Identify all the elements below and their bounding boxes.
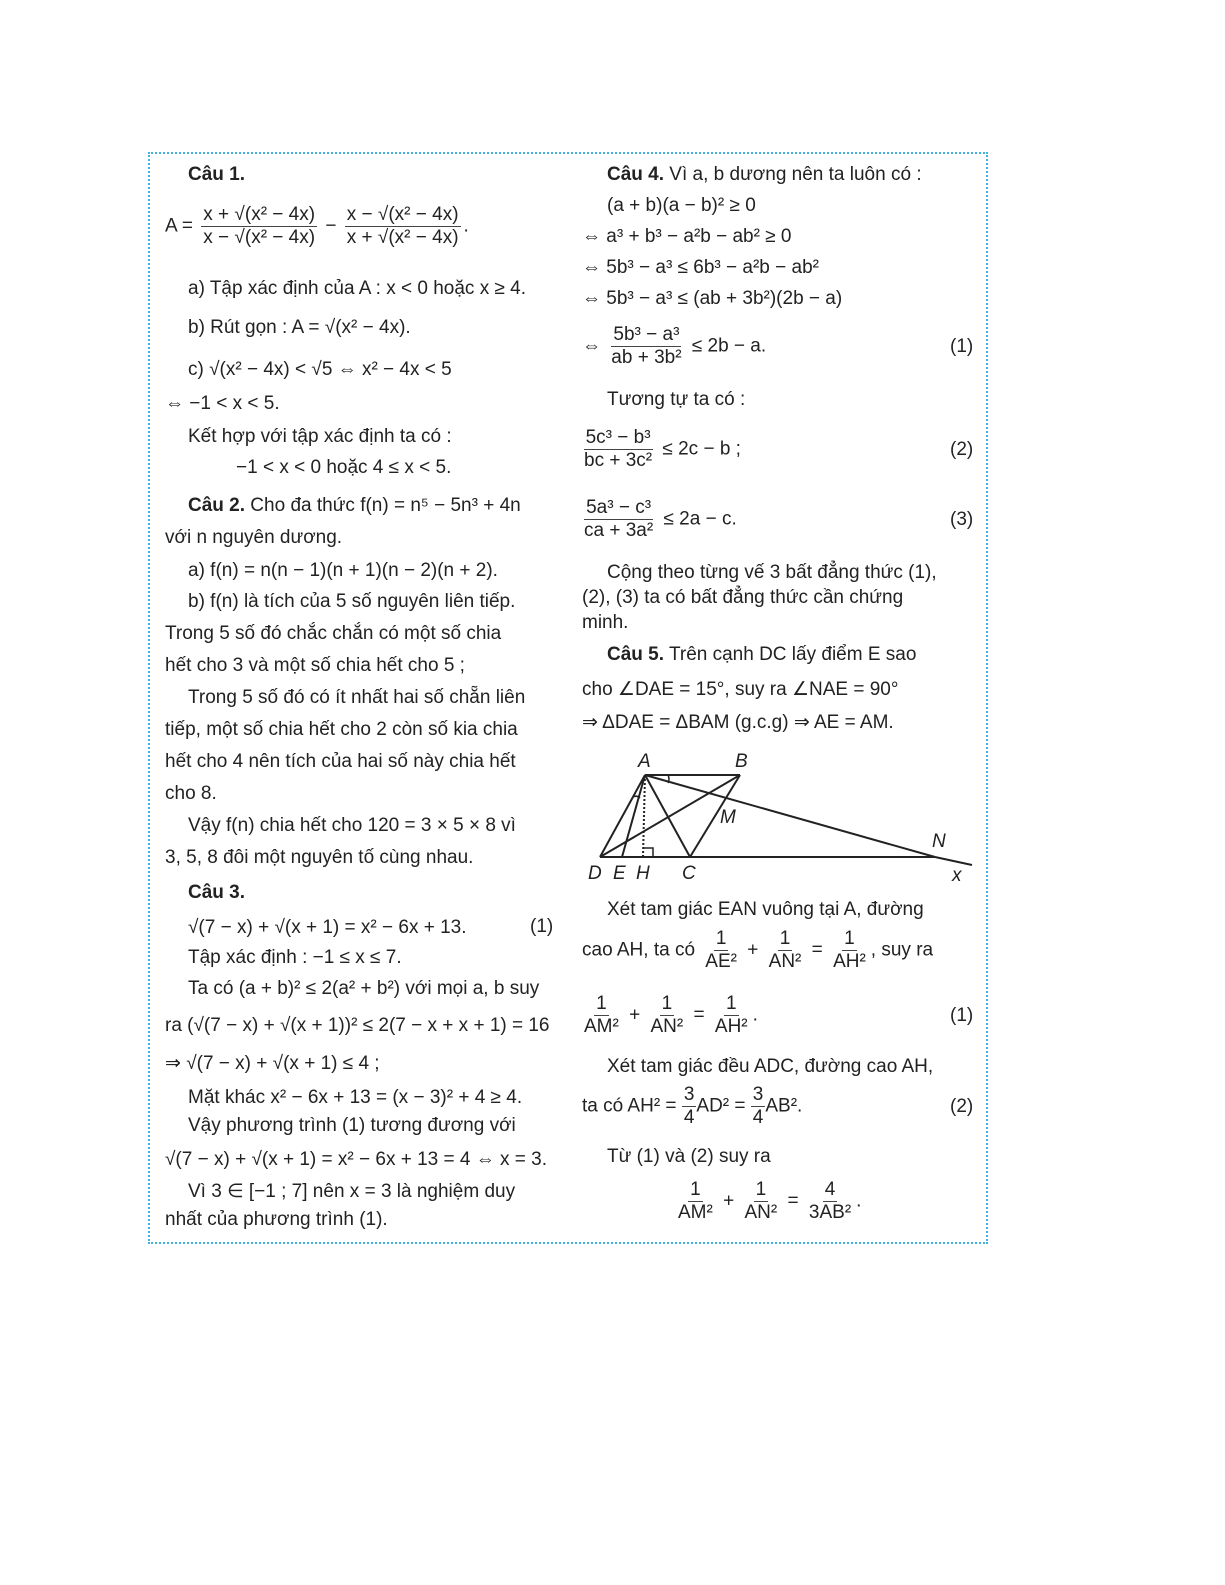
segment-AN [645,775,935,857]
text-line: ⇒ √(7 − x) + √(x + 1) ≤ 4 ; [165,1053,380,1074]
text-line: √(7 − x) + √(x + 1) = x² − 6x + 13 = 4 ⇔ x = 3. [165,1149,548,1170]
equation-number: (3) [950,509,974,530]
period: . [463,215,469,237]
q5-first-line [607,643,916,667]
denominator: AN² [744,1202,778,1223]
numerator: 1 [596,993,607,1014]
text-line: cho ∠DAE = 15°, suy ra ∠NAE = 90° [582,679,899,700]
text: Vì a, b dương nên ta luôn có : [664,164,922,185]
expr-lhs: A = [165,215,193,237]
numerator: 3 [683,1084,695,1105]
text: , suy ra [870,939,934,961]
text-line: √(7 − x) + √(x + 1) = x² − 6x + 13. [188,917,467,938]
q2-title: Câu 2. [188,495,246,516]
numerator: 1 [690,1179,701,1200]
text-line: (2), (3) ta có bất đẳng thức cần chứng [582,587,904,608]
fraction [649,993,686,1038]
segment-AC [645,775,690,857]
numerator: 5b³ − a³ [613,324,680,345]
fraction [682,1084,697,1129]
operator: = [811,939,823,961]
text-line: Trong 5 số đó chắc chắn có một số chia [165,623,502,644]
fraction [676,1179,715,1224]
denominator: AN² [650,1016,684,1037]
text-line: ⇔ −1 < x < 5. [165,393,280,414]
fraction-line [676,1179,861,1224]
numerator: 1 [715,928,727,949]
text-line: cho 8. [165,783,217,804]
fraction [201,204,317,249]
text-line: c) √(x² − 4x) < √5 ⇔ x² − 4x < 5 [188,359,452,380]
fraction [713,993,750,1038]
rhs: ≤ 2b − a. [691,335,767,357]
operator: = [693,1004,705,1026]
text: Cho đa thức f(n) = n⁵ − 5n³ + 4n [245,495,521,516]
text: ta có AH² = [582,1095,677,1117]
iff-symbol: ⇔ [582,335,601,357]
equation-number: (2) [950,1096,974,1117]
equation-number: (1) [530,916,554,937]
fraction [609,324,683,369]
period: . [752,1004,758,1026]
operator: = [787,1190,799,1212]
text-line: hết cho 4 nên tích của hai số này chia hết [165,751,516,772]
rhs: ≤ 2c − b ; [662,438,741,460]
text: AD² = [696,1095,746,1117]
fraction-line [582,993,758,1038]
text-line: ⇔ 5b³ − a³ ≤ 6b³ − a²b − ab² [582,257,819,278]
fraction [807,1179,853,1224]
q2-first-line [188,494,521,518]
equation-number: (2) [950,439,974,460]
denominator: AH² [833,951,866,972]
numerator: 5c³ − b³ [585,427,651,448]
denominator: bc + 3c² [584,450,653,471]
denominator: x + √(x² − 4x) [346,227,459,248]
ray-x [935,857,972,865]
text-line: (a + b)(a − b)² ≥ 0 [607,195,756,216]
text-line: Xét tam giác EAN vuông tại A, đường [607,899,924,920]
numerator: 1 [844,928,855,949]
denominator: 3AB² [808,1202,852,1223]
fraction-line [582,324,766,369]
text-line: Từ (1) và (2) suy ra [607,1146,771,1167]
numerator: x + √(x² − 4x) [203,204,316,225]
q3-title: Câu 3. [188,882,246,903]
numerator: 1 [779,928,791,949]
equation-number: (1) [950,1005,974,1026]
text-line: Vậy phương trình (1) tương đương với [188,1115,516,1136]
text-line: 3, 5, 8 đôi một nguyên tố cùng nhau. [165,847,474,868]
text-line: minh. [582,612,629,633]
fraction-line [582,928,933,973]
text-line: Trong 5 số đó có ít nhất hai số chẵn liên [188,687,526,708]
text-line: Tập xác định : −1 ≤ x ≤ 7. [188,947,402,968]
geometry-figure [580,745,980,890]
numerator: 1 [725,993,737,1014]
text-line: tiếp, một số chia hết cho 2 còn số kia chia [165,719,518,740]
label-E: E [613,863,626,884]
text-line: Tương tự ta có : [607,389,746,410]
text-line: ra (√(7 − x) + √(x + 1))² ≤ 2(7 − x + x + 1) = 16 [165,1015,550,1036]
denominator: AH² [714,1016,748,1037]
text-line: Vậy f(n) chia hết cho 120 = 3 × 5 × 8 vì [188,815,516,836]
rhs: ≤ 2a − c. [663,508,737,530]
numerator: 5a³ − c³ [586,497,652,518]
q1-title: Câu 1. [188,164,246,185]
fraction [743,1179,780,1224]
angle-mark-DAE [633,796,640,798]
q5-title: Câu 5. [607,644,665,665]
text-line: ⇒ ΔDAE = ΔBAM (g.c.g) ⇒ AE = AM. [582,712,894,733]
fraction-line [582,1084,802,1129]
q4-title: Câu 4. [607,164,665,185]
fraction [703,928,739,973]
operator: + [747,939,759,961]
fraction-line [582,427,741,472]
q1-expression [165,204,469,249]
segment-DB [600,775,740,857]
text: cao AH, ta có [582,939,696,961]
fraction [345,204,461,249]
text-line: Cộng theo từng vế 3 bất đẳng thức (1), [607,562,937,583]
numerator: 1 [755,1179,767,1200]
period: . [856,1190,862,1212]
angle-mark-A [668,775,669,783]
text-line: Kết hợp với tập xác định ta có : [188,426,452,447]
text-line: với n nguyên dương. [165,527,343,548]
text-line: Ta có (a + b)² ≤ 2(a² + b²) với mọi a, b suy [188,978,540,999]
q4-first-line [607,163,922,187]
text: Trên cạnh DC lấy điểm E sao [664,644,917,665]
text-line: Mặt khác x² − 6x + 13 = (x − 3)² + 4 ≥ 4. [188,1087,523,1108]
text-line: hết cho 3 và một số chia hết cho 5 ; [165,655,465,676]
label-M: M [720,807,736,828]
denominator: AM² [678,1202,713,1223]
denominator: x − √(x² − 4x) [203,227,316,248]
altitude-AH [643,775,645,857]
label-B: B [735,751,748,772]
denominator: 4 [683,1107,695,1128]
label-C: C [682,863,696,884]
label-D: D [588,863,602,884]
denominator: AM² [584,1016,619,1037]
numerator: 1 [661,993,673,1014]
label-x: x [952,865,962,886]
label-H: H [636,863,650,884]
text-line: ⇔ a³ + b³ − a²b − ab² ≥ 0 [582,226,792,247]
fraction [831,928,868,973]
text-line: Xét tam giác đều ADC, đường cao AH, [607,1056,934,1077]
numerator: 4 [824,1179,836,1200]
text-line: ⇔ 5b³ − a³ ≤ (ab + 3b²)(2b − a) [582,288,843,309]
label-N: N [932,831,946,852]
segment-AE [622,775,645,857]
fraction [751,1084,766,1129]
text-line: Vì 3 ∈ [−1 ; 7] nên x = 3 là nghiệm duy [188,1181,516,1202]
text-line: b) f(n) là tích của 5 số nguyên liên tiếp. [188,591,516,612]
text-line: a) Tập xác định của A : x < 0 hoặc x ≥ 4. [188,278,527,299]
equation-number: (1) [950,336,974,357]
numerator: 3 [752,1084,764,1105]
text: AB². [765,1095,803,1117]
operator: + [723,1190,735,1212]
right-angle-mark [643,848,653,857]
fraction [582,427,654,472]
denominator: AN² [768,951,802,972]
operator: + [629,1004,641,1026]
fraction [767,928,804,973]
denominator: 4 [752,1107,764,1128]
denominator: ab + 3b² [611,347,682,368]
operator: − [325,215,337,237]
text-line: nhất của phương trình (1). [165,1209,388,1230]
text-line: −1 < x < 0 hoặc 4 ≤ x < 5. [236,457,452,478]
text-line: a) f(n) = n(n − 1)(n + 1)(n − 2)(n + 2). [188,560,498,581]
fraction-line [582,497,737,542]
label-A: A [638,751,651,772]
denominator: AE² [705,951,737,972]
numerator: x − √(x² − 4x) [346,204,459,225]
text-line: b) Rút gọn : A = √(x² − 4x). [188,317,411,338]
denominator: ca + 3a² [584,520,654,541]
fraction [582,497,655,542]
fraction [582,993,621,1038]
